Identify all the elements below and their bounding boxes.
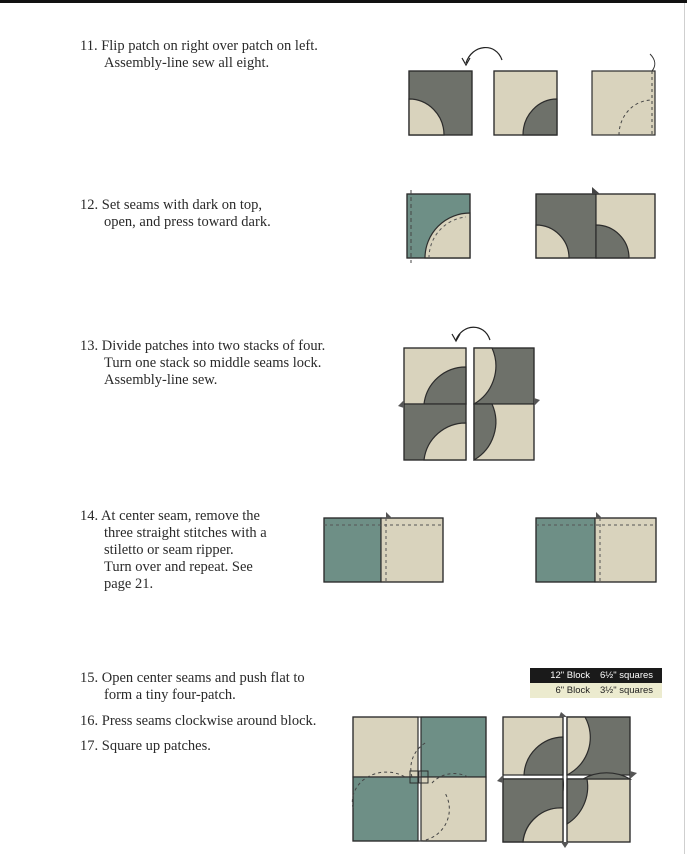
step-16: 16. Press seams clockwise around block. — [80, 713, 317, 729]
step-13: 13. Divide patches into two stacks of four. Turn one stack so middle seams lock. Assembly-line sew. — [80, 338, 326, 388]
size-row-12: 12" Block 6½" squares — [530, 668, 662, 683]
step-12: 12. Set seams with dark on top, open, and press toward dark. — [80, 197, 271, 230]
figure-step-12 — [400, 185, 670, 270]
step-17: 17. Square up patches. — [80, 738, 211, 754]
figure-pressed-block — [350, 713, 495, 848]
figure-step-14 — [318, 508, 668, 588]
figure-step-13 — [396, 320, 546, 465]
figure-step-11 — [400, 40, 670, 140]
step-11: 11. Flip patch on right over patch on left. Assembly-line sew all eight. — [80, 38, 318, 71]
page-edge-line — [684, 3, 685, 854]
size-row-6: 6" Block 3½" squares — [530, 683, 662, 698]
top-border — [0, 0, 687, 3]
figure-finished-block — [495, 712, 645, 848]
step-14: 14. At center seam, remove the three straight stitches with a stiletto or seam ripper. Turn over and repeat. See page 21. — [80, 508, 267, 592]
block-size-table — [530, 668, 662, 698]
step-15: 15. Open center seams and push flat to form a tiny four-patch. — [80, 670, 305, 703]
